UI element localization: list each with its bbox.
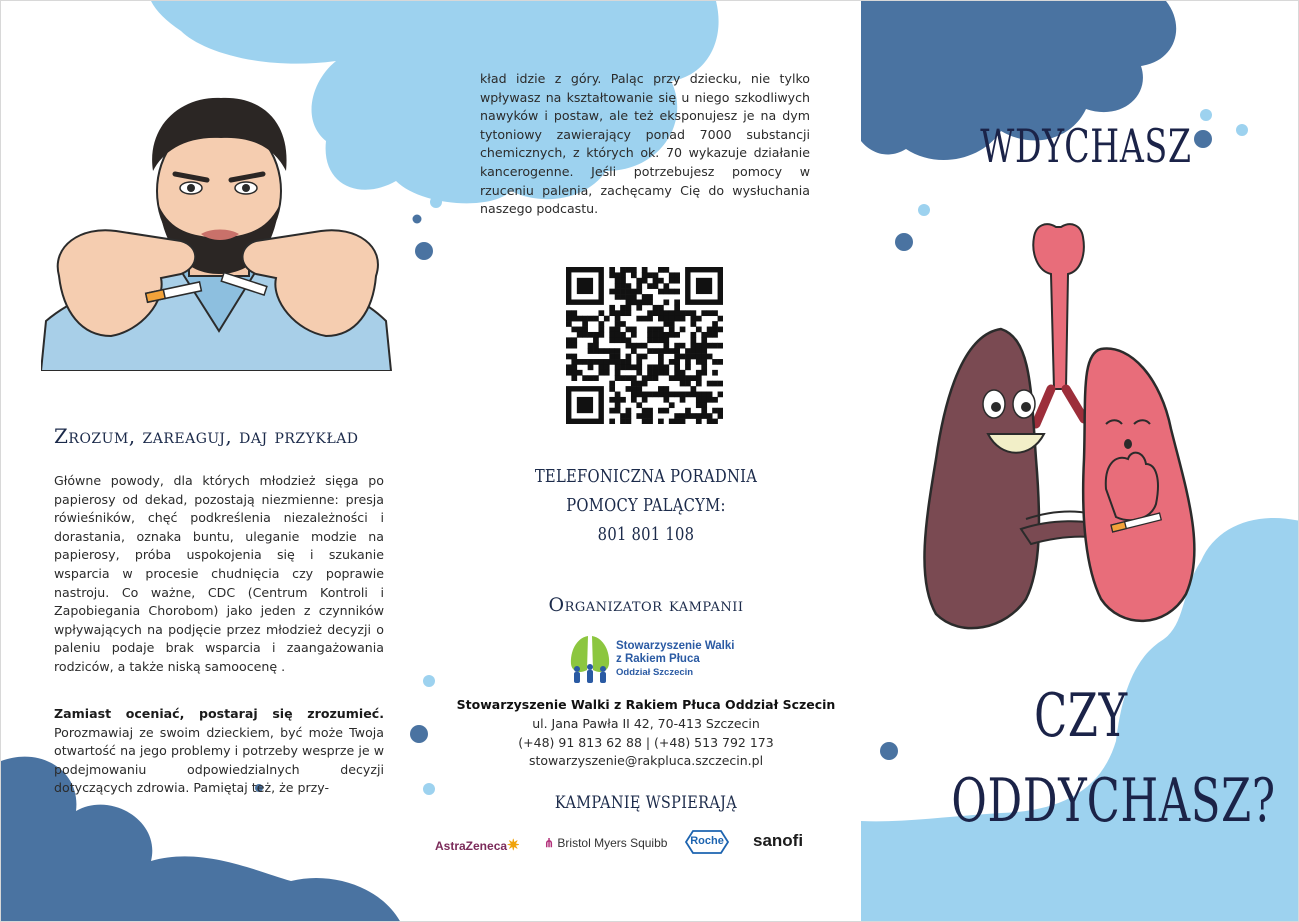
sponsor-roche-text: Roche [690,835,724,847]
podcast-qr-code[interactable] [566,267,723,424]
organizer-address: ul. Jana Pawła II 42, 70-413 Szczecin [532,716,760,731]
left-paragraph-2-rest: Porozmawiaj ze swoim dzieckiem, być może Twoja otwartość na jego problemy i potrzeby wesprze je w podejmowaniu odpowiedzialnych decyzji dotyczących zdrowia. Pamiętaj też, że przy- [54,724,384,796]
title-oddychasz: ODDYCHASZ? [951,766,1276,836]
lungs-characters-illustration [906,219,1226,649]
astrazeneca-symbol-icon: ✷ [507,837,520,854]
left-panel [1,1,431,922]
sponsor-roche [685,829,729,855]
supporters-heading: KAMPANIĘ WSPIERAJĄ [554,793,738,813]
sponsor-astrazeneca [435,836,520,854]
organizer-logo [568,630,738,684]
title-czy: CZY [1034,681,1128,751]
hotline-block [470,462,823,549]
hotline-line-2: POMOCY PALĄCYM: [566,495,726,516]
hotline-number: 801 801 108 [597,524,695,545]
hotline-line-1: TELEFONICZNA PORADNIA [534,466,758,487]
right-panel [861,1,1299,922]
logo-line-1: Stowarzyszenie Walki [616,640,735,652]
organizer-heading: Organizator kampanii [548,594,744,616]
title-wdychasz: WDYCHASZ [980,119,1192,173]
organizer-phones[interactable]: (+48) 91 813 62 88 | (+48) 513 792 173 [518,735,774,750]
sponsor-bms-text: Bristol Myers Squibb [557,836,668,850]
sponsor-sanofi-text: sanofi [753,831,804,850]
left-paragraph-2 [54,705,384,798]
left-paragraph-2-bold: Zamiast oceniać, postaraj się zrozumieć. [54,706,384,721]
sponsor-astrazeneca-text: AstraZeneca [435,839,508,853]
middle-paragraph: kład idzie z góry. Paląc przy dziecku, nie tylko wpływasz na kształtowanie się u niego szkodliwych nawyków i postaw, ale też eksponujesz je na dym tytoniowy zawierający ponad 7000 substancji chemicznych, z których ok. 70 wykazuje działanie kancerogenne. Jeśli potrzebujesz pomocy w rzuceniu palenia, zachęcamy Cię do wysłuchania naszego podcastu. [480,71,810,217]
lungs-logo-icon [568,630,612,684]
left-paragraph-1: Główne powody, dla których młodzież sięga po papierosy od dekad, pozostają niezmienne: presja rówieśników, chęć podkreślenia niezależności i dorastania, oznaka buntu, uleganie modzie na papierosy, próba uspokojenia się i szukanie wsparcia w procesie chudnięcia czy poprawie nastroju. Co ważne, CDC (Centrum Kontroli i Zapobiegania Chorobom) jako jeden z czynników wpływających na podjęcie przez młodzież decyzji o paleniu podaje brak wsparcia i zaangażowania rodziców, a także niską samoocenę . [54,473,384,674]
sponsor-bms [544,836,667,850]
organizer-email[interactable]: stowarzyszenie@rakpluca.szczecin.pl [528,753,764,768]
bms-symbol-icon: ⋔ [544,836,555,850]
man-breaking-cigarette-illustration [41,96,396,371]
logo-line-3: Oddział Szczecin [616,667,694,678]
left-heading: Zrozum, zareaguj, daj przykład [54,424,359,448]
logo-line-2: z Rakiem Płuca [616,653,700,665]
organizer-name: Stowarzyszenie Walki z Rakiem Płuca Oddział Sczecin [456,697,836,712]
middle-panel [431,1,861,922]
